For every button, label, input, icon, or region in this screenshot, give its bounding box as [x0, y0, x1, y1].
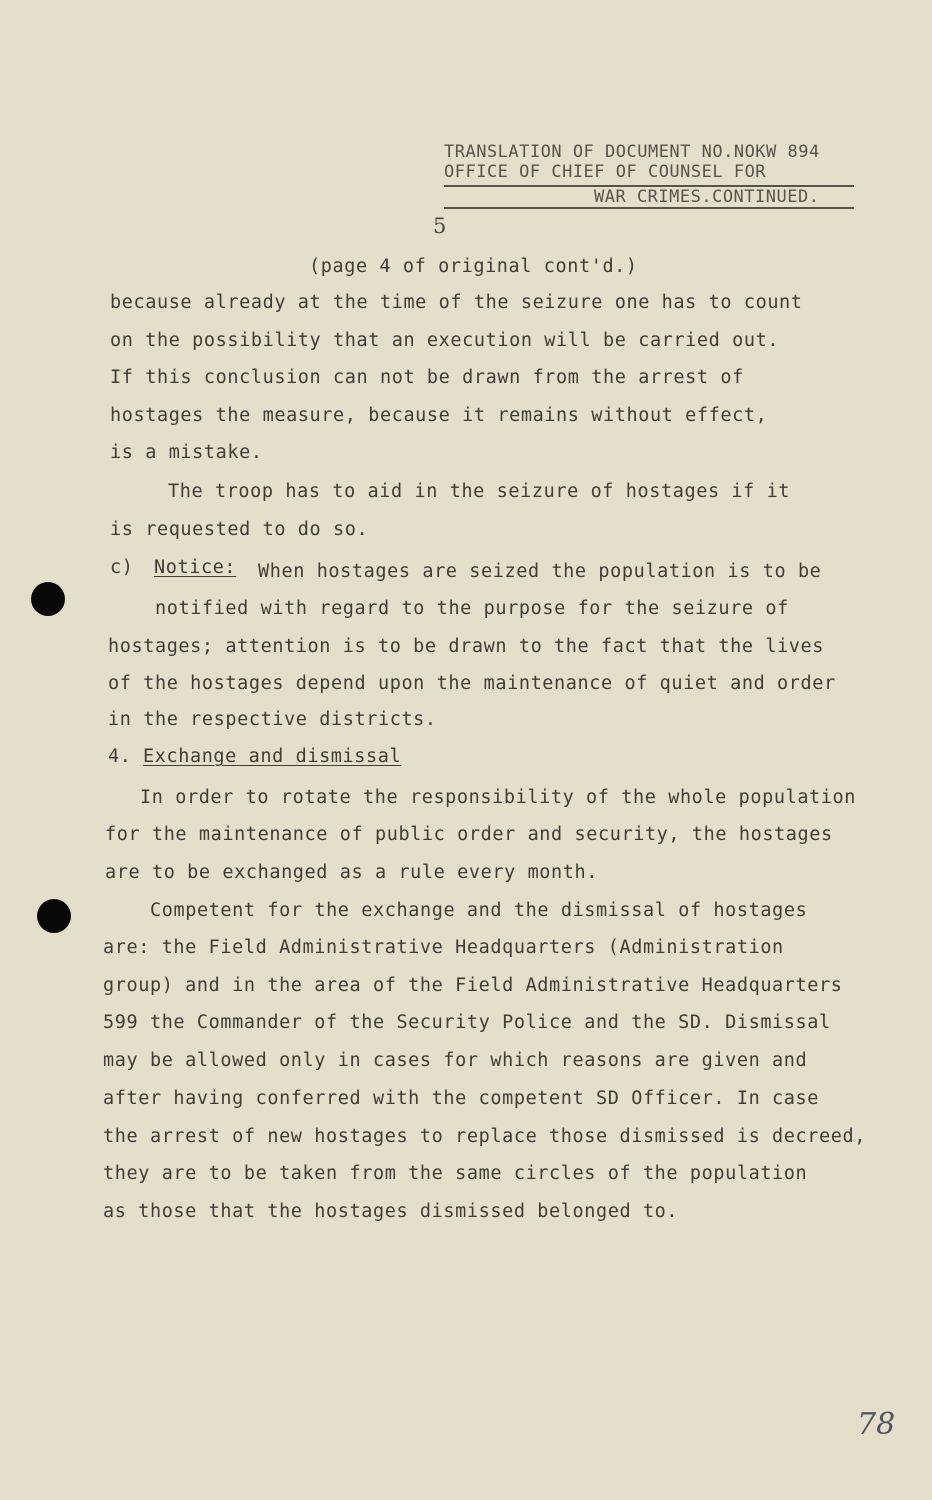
body-line: When hostages are seized the population is to be: [258, 561, 822, 582]
body-line: they are to be taken from the same circles of the population: [103, 1163, 808, 1184]
body-line: If this conclusion can not be drawn from the arrest of: [110, 367, 744, 388]
body-line: is a mistake.: [110, 442, 263, 463]
body-line: 599 the Commander of the Security Police and the SD. Dismissal: [103, 1012, 831, 1033]
body-line: because already at the time of the seizure one has to count: [110, 292, 803, 313]
body-line: notified with regard to the purpose for the seizure of: [155, 598, 789, 619]
header-line-3: WAR CRIMES.CONTINUED.: [594, 187, 820, 207]
body-line: as those that the hostages dismissed belonged to.: [103, 1201, 679, 1222]
body-line: group) and in the area of the Field Administrative Headquarters: [103, 975, 843, 996]
body-line: are: the Field Administrative Headquarters (Administration: [103, 937, 784, 958]
body-line: may be allowed only in cases for which reasons are given and: [103, 1050, 808, 1071]
body-line: for the maintenance of public order and security, the hostages: [105, 824, 833, 845]
document-header: [444, 142, 854, 209]
body-line: on the possibility that an execution will be carried out.: [110, 330, 780, 351]
page-number: 5: [433, 214, 447, 238]
header-line-2: OFFICE OF CHIEF OF COUNSEL FOR: [444, 162, 767, 182]
body-line: hostages the measure, because it remains without effect,: [110, 405, 768, 426]
punch-hole: [31, 582, 65, 616]
section-number: 4.: [108, 746, 132, 767]
body-line: after having conferred with the competent SD Officer. In case: [103, 1088, 820, 1109]
body-line: are to be exchanged as a rule every month.: [105, 862, 598, 883]
continuation-note: (page 4 of original cont'd.): [309, 256, 638, 277]
body-line: The troop has to aid in the seizure of hostages if it: [168, 481, 791, 502]
notice-heading: Notice:: [154, 557, 237, 578]
body-line: In order to rotate the responsibility of the whole population: [140, 787, 857, 808]
body-line: Competent for the exchange and the dismissal of hostages: [150, 900, 808, 921]
punch-hole: [37, 899, 71, 933]
section-heading: Exchange and dismissal: [143, 746, 402, 767]
header-line-1: TRANSLATION OF DOCUMENT NO.NOKW 894: [444, 142, 820, 162]
body-line: the arrest of new hostages to replace those dismissed is decreed,: [103, 1126, 866, 1147]
body-line: of the hostages depend upon the maintenance of quiet and order: [108, 673, 836, 694]
body-line: in the respective districts.: [108, 709, 437, 730]
body-line: is requested to do so.: [110, 519, 369, 540]
header-rule-bottom: [444, 207, 854, 209]
folio-mark: 78: [857, 1407, 896, 1442]
body-line: hostages; attention is to be drawn to the fact that the lives: [108, 636, 825, 657]
notice-label: c): [110, 557, 134, 578]
